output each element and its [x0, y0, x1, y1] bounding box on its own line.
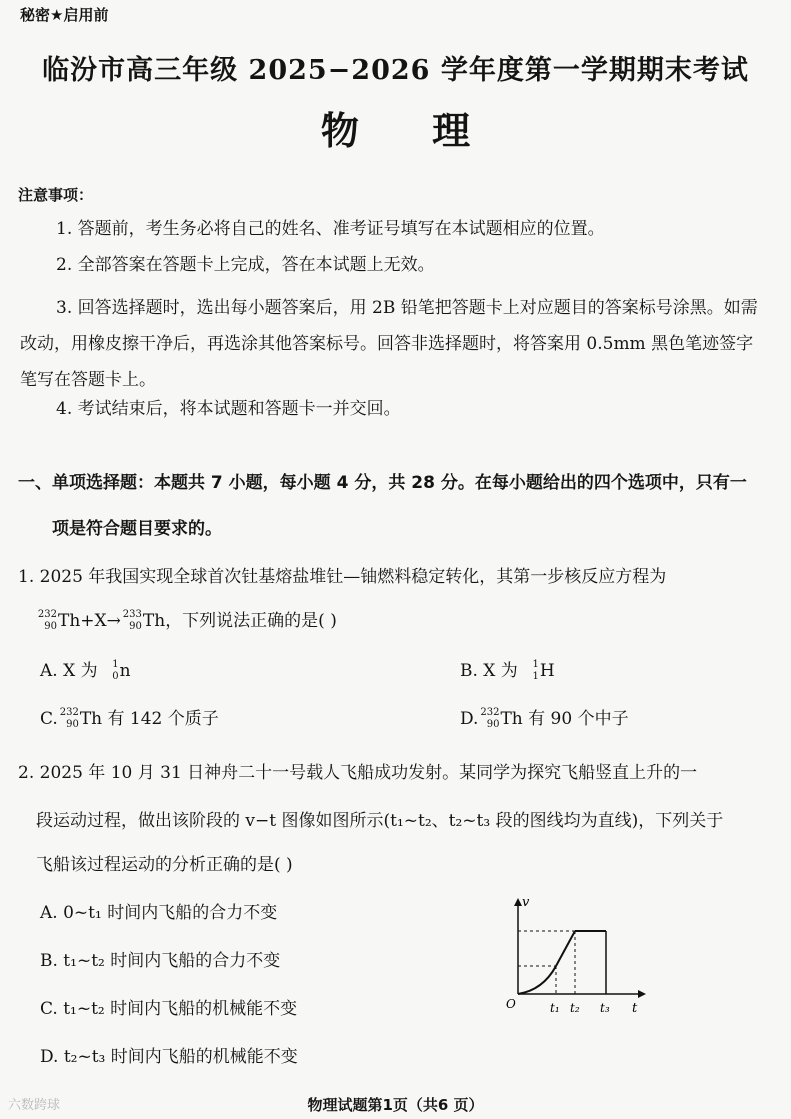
t-label: t	[632, 1001, 638, 1016]
t-axis-arrow	[638, 990, 646, 998]
q1-option-b: B. X 为 1 1 H	[460, 658, 555, 682]
note-2: 2. 全部答案在答题卡上完成，答在本试题上无效。	[56, 255, 435, 275]
th232-symbol: 232 90	[37, 608, 57, 632]
q1-option-a: A. X 为 1 0 n	[40, 658, 131, 682]
note-4: 4. 考试结束后，将本试题和答题卡一并交回。	[56, 399, 401, 419]
page-footer: 物理试题第1页（共6 页）	[307, 1096, 484, 1114]
line-segment-1	[556, 931, 575, 966]
t3-label: t₃	[600, 1001, 610, 1015]
watermark: 六数跨球	[8, 1098, 61, 1113]
section-heading-line2: 项是符合题目要求的。	[52, 519, 222, 539]
q1-stem: 1. 2025 年我国实现全球首次钍基熔盐堆钍—铀燃料稳定转化，其第一步核反应方程为	[18, 567, 667, 587]
vt-graph	[498, 894, 648, 1024]
q2-stem-line3: 飞船该过程运动的分析正确的是( )	[36, 855, 293, 875]
q1-option-d: D. 232 90 Th 有 90 个中子	[460, 706, 629, 730]
confidential-label: 秘密★启用前	[20, 6, 109, 24]
v-axis-arrow	[514, 898, 522, 906]
subject-title: 物 理	[320, 108, 471, 153]
section-heading-line1: 一、单项选择题：本题共 7 小题，每小题 4 分，共 28 分。在每小题给出的四个选项中，只有一	[18, 473, 747, 493]
q2-option-b: B. t₁~t₂ 时间内飞船的合力不变	[40, 951, 281, 971]
q2-stem-line2: 段运动过程，做出该阶段的 v−t 图像如图所示(t₁~t₂、t₂~t₃ 段的图线均为直线)，下列关于	[36, 811, 724, 831]
notes-heading: 注意事项：	[18, 186, 94, 204]
origin-label: O	[506, 997, 516, 1011]
t1-label: t₁	[550, 1001, 560, 1015]
note-3: 3. 回答选择题时，选出每小题答案后，用 2B 铅笔把答题卡上对应题目的答案标号涂黑。如需改动，用橡皮擦干净后，再选涂其他答案标号。回答非选择题时，将答案用 0.5mm 黑色笔迹签字笔写在答题卡上。	[20, 298, 758, 390]
q1-option-c: C. 232 90 Th 有 142 个质子	[40, 706, 219, 730]
note-1: 1. 答题前，考生务必将自己的姓名、准考证号填写在本试题相应的位置。	[56, 219, 605, 239]
q2-option-c: C. t₁~t₂ 时间内飞船的机械能不变	[40, 999, 298, 1019]
q1-equation: 232 90 Th+X→ 233 90 Th，下列说法正确的是( )	[37, 608, 337, 632]
t2-label: t₂	[570, 1001, 580, 1015]
v-label: v	[522, 895, 530, 910]
curve-segment	[518, 966, 556, 994]
q2-option-d: D. t₂~t₃ 时间内飞船的机械能不变	[40, 1047, 298, 1067]
q2-stem-line1: 2. 2025 年 10 月 31 日神舟二十一号载人飞船成功发射。某同学为探究飞船竖直上升的一	[18, 763, 698, 783]
q2-option-a: A. 0~t₁ 时间内飞船的合力不变	[40, 903, 278, 923]
exam-title: 临汾市高三年级 2025−2026 学年度第一学期期末考试	[42, 55, 749, 86]
